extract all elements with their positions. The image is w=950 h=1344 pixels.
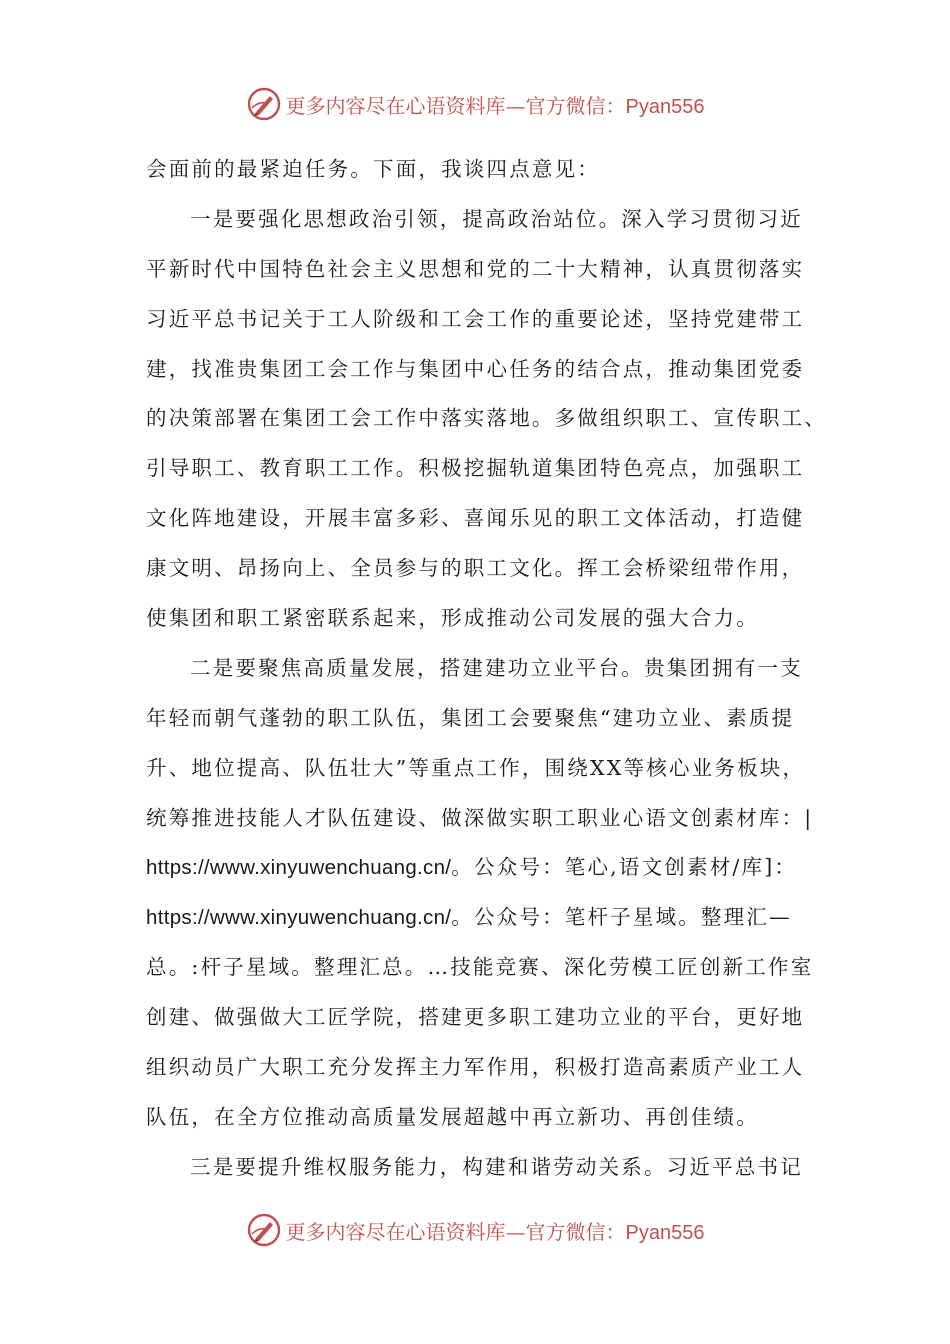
url-link[interactable]: https://www.xinyuwenchuang.cn/	[146, 906, 452, 930]
text-line: 康文明、昂扬向上、全员参与的职工文化。挥工会桥梁纽带作用，	[146, 556, 805, 581]
text-line: 建，找准贵集团工会工作与集团中心任务的结合点，推动集团党委	[146, 356, 805, 381]
banner-text: 更多内容尽在心语资料库—官方微信：Pyan556	[285, 93, 705, 118]
text-line: 升、地位提高、队伍壮大”等重点工作，围绕XX等核心业务板块，	[146, 755, 806, 780]
text-line: 文化阵地建设，开展丰富多彩、喜闻乐见的职工文体活动，打造健	[146, 506, 805, 531]
text-line: 创建、做强做大工匠学院，搭建更多职工建功立业的平台，更好地	[146, 1005, 805, 1030]
text-line: 总。:杆子星域。整理汇总。…技能竞赛、深化劳模工匠创新工作室	[146, 955, 814, 980]
pen-logo-icon	[246, 86, 282, 122]
url-link[interactable]: https://www.xinyuwenchuang.cn/	[146, 856, 452, 880]
paragraph-start-line: 三是要提升维权服务能力，构建和谐劳动关系。习近平总书记	[190, 1154, 803, 1179]
text-line: 年轻而朝气蓬勃的职工队伍，集团工会要聚焦“建功立业、素质提	[146, 705, 795, 730]
paragraph-start-line: 二是要聚焦高质量发展，搭建建功立业平台。贵集团拥有一支	[190, 655, 803, 680]
text-line: 会面前的最紧迫任务。下面，我谈四点意见：	[146, 157, 600, 181]
url-line	[146, 893, 811, 943]
banner-text: 更多内容尽在心语资料库—官方微信：Pyan556	[285, 1219, 705, 1244]
url-line-text: 。公众号：笔杆子星域。整理汇—	[451, 905, 792, 930]
text-line: 的决策部署在集团工会工作中落实落地。多做组织职工、宣传职工、	[146, 406, 827, 431]
text-line: 队伍，在全方位推动高质量发展超越中再立新功、再创佳绩。	[146, 1104, 759, 1129]
text-line: 组织动员广大职工充分发挥主力军作用，积极打造高素质产业工人	[146, 1055, 805, 1080]
text-line: 统筹推进技能人才队伍建设、做深做实职工职业心语文创素材库：|	[146, 805, 814, 830]
paragraph-start-line: 一是要强化思想政治引领，提高政治站位。深入学习贯彻习近	[190, 206, 803, 231]
text-line: 引导职工、教育职工工作。积极挖掘轨道集团特色亮点，加强职工	[146, 456, 805, 481]
document-body	[146, 145, 827, 1193]
header-banner	[0, 82, 950, 126]
text-line: 平新时代中国特色社会主义思想和党的二十大精神，认真贯彻落实	[146, 256, 805, 281]
pen-logo-icon	[246, 1212, 282, 1248]
text-line: 使集团和职工紧密联系起来，形成推动公司发展的强大合力。	[146, 606, 759, 631]
footer-banner	[0, 1208, 950, 1252]
text-line: 习近平总书记关于工人阶级和工会工作的重要论述，坚持党建带工	[146, 306, 805, 331]
url-line	[146, 843, 811, 893]
url-line-text: 。公众号：笔心,语文创素材/库]：	[451, 855, 798, 880]
